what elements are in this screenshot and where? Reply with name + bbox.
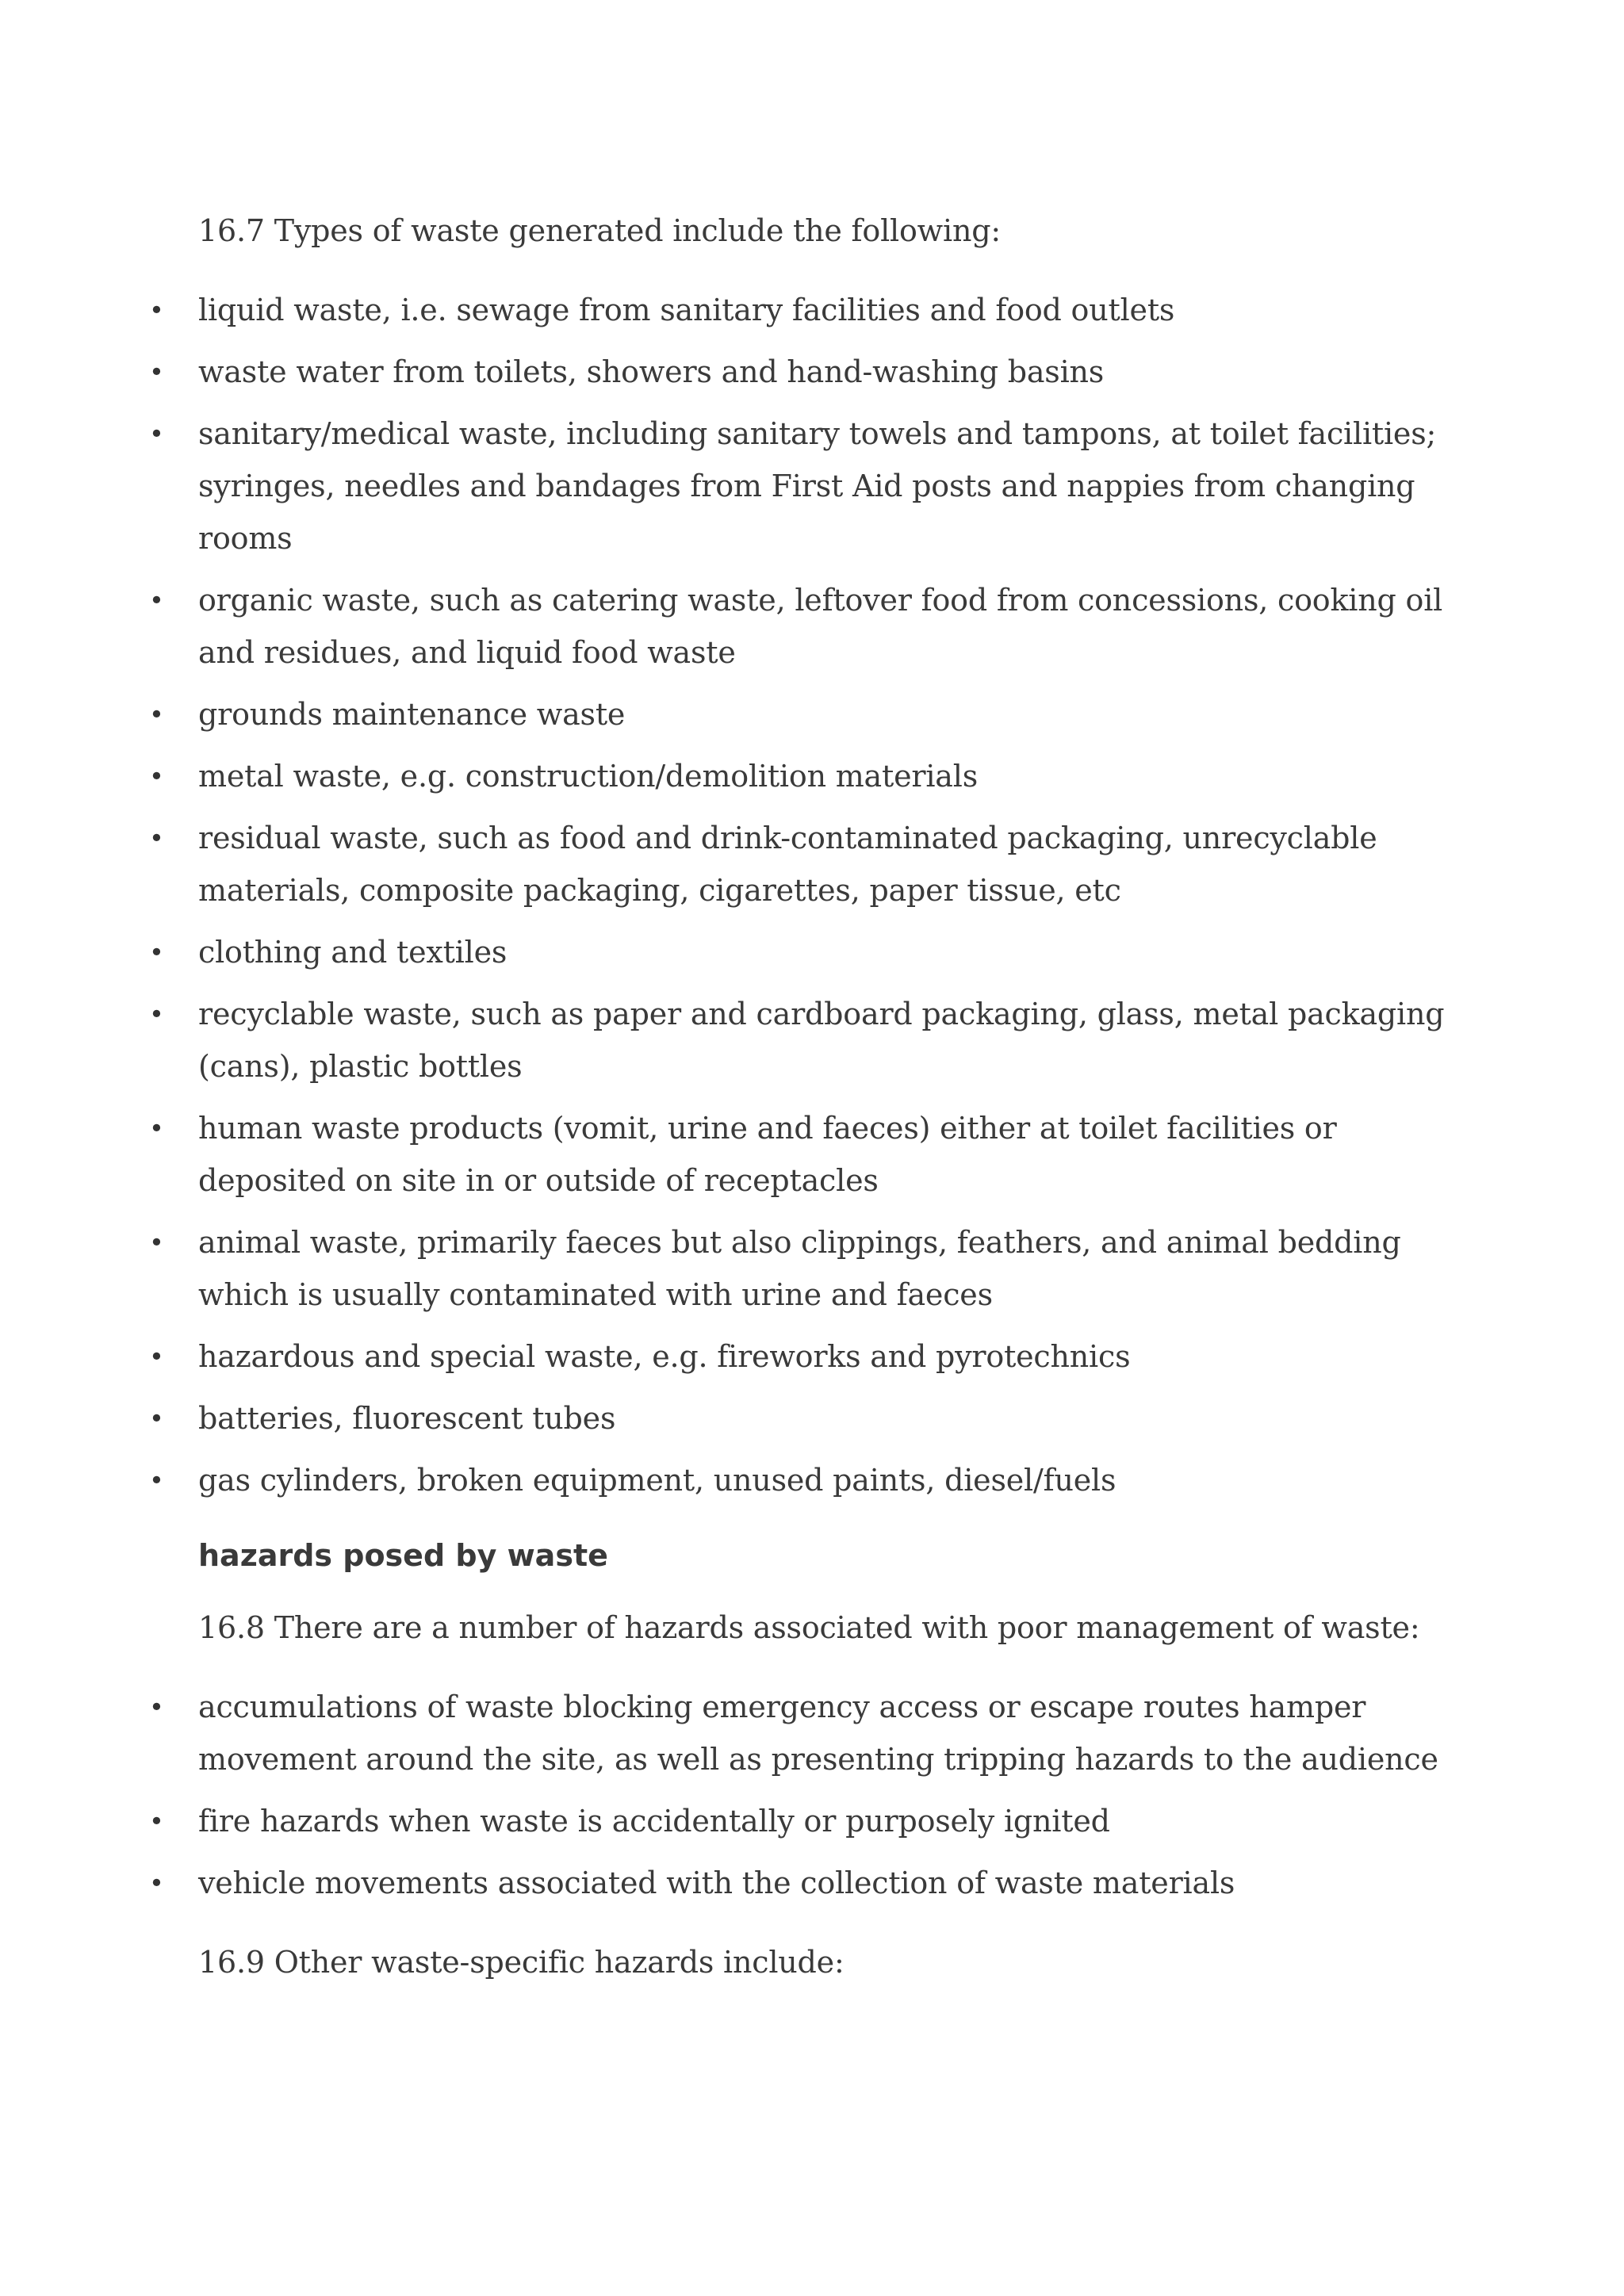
list-item <box>149 1216 1451 1321</box>
bullet-icon: • <box>149 1227 164 1257</box>
bullet-icon: • <box>149 937 164 967</box>
bullet-icon: • <box>149 1403 164 1433</box>
bullet-icon: • <box>149 419 164 449</box>
list-item <box>149 1857 1451 1909</box>
list-item-text: human waste products (vomit, urine and faeces) either at toilet facilities or deposited on site in or outside of receptacles <box>198 1111 1337 1198</box>
bullet-icon: • <box>149 699 164 729</box>
bullet-icon: • <box>149 1806 164 1836</box>
document-content <box>149 205 1451 2015</box>
list-item <box>149 1454 1451 1506</box>
bullet-icon: • <box>149 761 164 791</box>
list-item <box>149 1330 1451 1383</box>
bullet-icon: • <box>149 823 164 853</box>
bullet-icon: • <box>149 1868 164 1898</box>
list-item <box>149 408 1451 564</box>
list-item-text: clothing and textiles <box>198 935 508 970</box>
list-item-text: recyclable waste, such as paper and cardboard packaging, glass, metal packaging (cans), plastic bottles <box>198 997 1445 1084</box>
bullet-icon: • <box>149 1113 164 1143</box>
bullet-icon: • <box>149 1465 164 1495</box>
bullet-icon: • <box>149 585 164 615</box>
list-item <box>149 574 1451 679</box>
list-item <box>149 1681 1451 1785</box>
list-item-text: accumulations of waste blocking emergency access or escape routes hamper movement around the site, as well as presenting tripping hazards to the audience <box>198 1689 1438 1777</box>
list-item-text: gas cylinders, broken equipment, unused paints, diesel/fuels <box>198 1463 1116 1498</box>
list-item-text: grounds maintenance waste <box>198 697 626 732</box>
list-item-text: vehicle movements associated with the collection of waste materials <box>198 1866 1235 1900</box>
paragraph-16-8: 16.8 There are a number of hazards associated with poor management of waste: <box>198 1610 1420 1645</box>
list-item-text: batteries, fluorescent tubes <box>198 1401 616 1436</box>
list-item <box>149 750 1451 802</box>
list-item <box>149 1392 1451 1445</box>
hazards-list <box>149 1681 1451 1909</box>
list-item-text: metal waste, e.g. construction/demolition materials <box>198 759 978 794</box>
list-item <box>149 346 1451 398</box>
list-item-text: animal waste, primarily faeces but also clippings, feathers, and animal bedding which is usually contaminated with urine and faeces <box>198 1225 1401 1312</box>
waste-types-list <box>149 284 1451 1506</box>
list-item <box>149 284 1451 336</box>
bullet-icon: • <box>149 295 164 325</box>
bullet-icon: • <box>149 1341 164 1372</box>
list-item-text: organic waste, such as catering waste, leftover food from concessions, cooking oil and residues, and liquid food waste <box>198 583 1443 670</box>
list-item-text: fire hazards when waste is accidentally or purposely ignited <box>198 1804 1110 1839</box>
list-item-text: residual waste, such as food and drink-contaminated packaging, unrecyclable materials, composite packaging, cigarettes, paper tissue, etc <box>198 821 1377 908</box>
bullet-icon: • <box>149 1692 164 1722</box>
list-item <box>149 988 1451 1093</box>
bullet-icon: • <box>149 357 164 387</box>
list-item <box>149 812 1451 916</box>
list-item-text: liquid waste, i.e. sewage from sanitary facilities and food outlets <box>198 293 1175 327</box>
list-item-text: sanitary/medical waste, including sanitary towels and tampons, at toilet facilities; syringes, needles and bandages from First Aid posts and nappies from changing rooms <box>198 416 1437 556</box>
list-item <box>149 926 1451 978</box>
bullet-icon: • <box>149 999 164 1029</box>
list-item <box>149 1795 1451 1847</box>
list-item-text: waste water from toilets, showers and hand-washing basins <box>198 354 1105 389</box>
section-heading-hazards: hazards posed by waste <box>198 1538 608 1573</box>
paragraph-16-9: 16.9 Other waste-specific hazards include: <box>198 1945 845 1980</box>
paragraph-16-7: 16.7 Types of waste generated include the following: <box>198 213 1001 248</box>
list-item-text: hazardous and special waste, e.g. fireworks and pyrotechnics <box>198 1339 1131 1374</box>
list-item <box>149 688 1451 740</box>
list-item <box>149 1102 1451 1207</box>
